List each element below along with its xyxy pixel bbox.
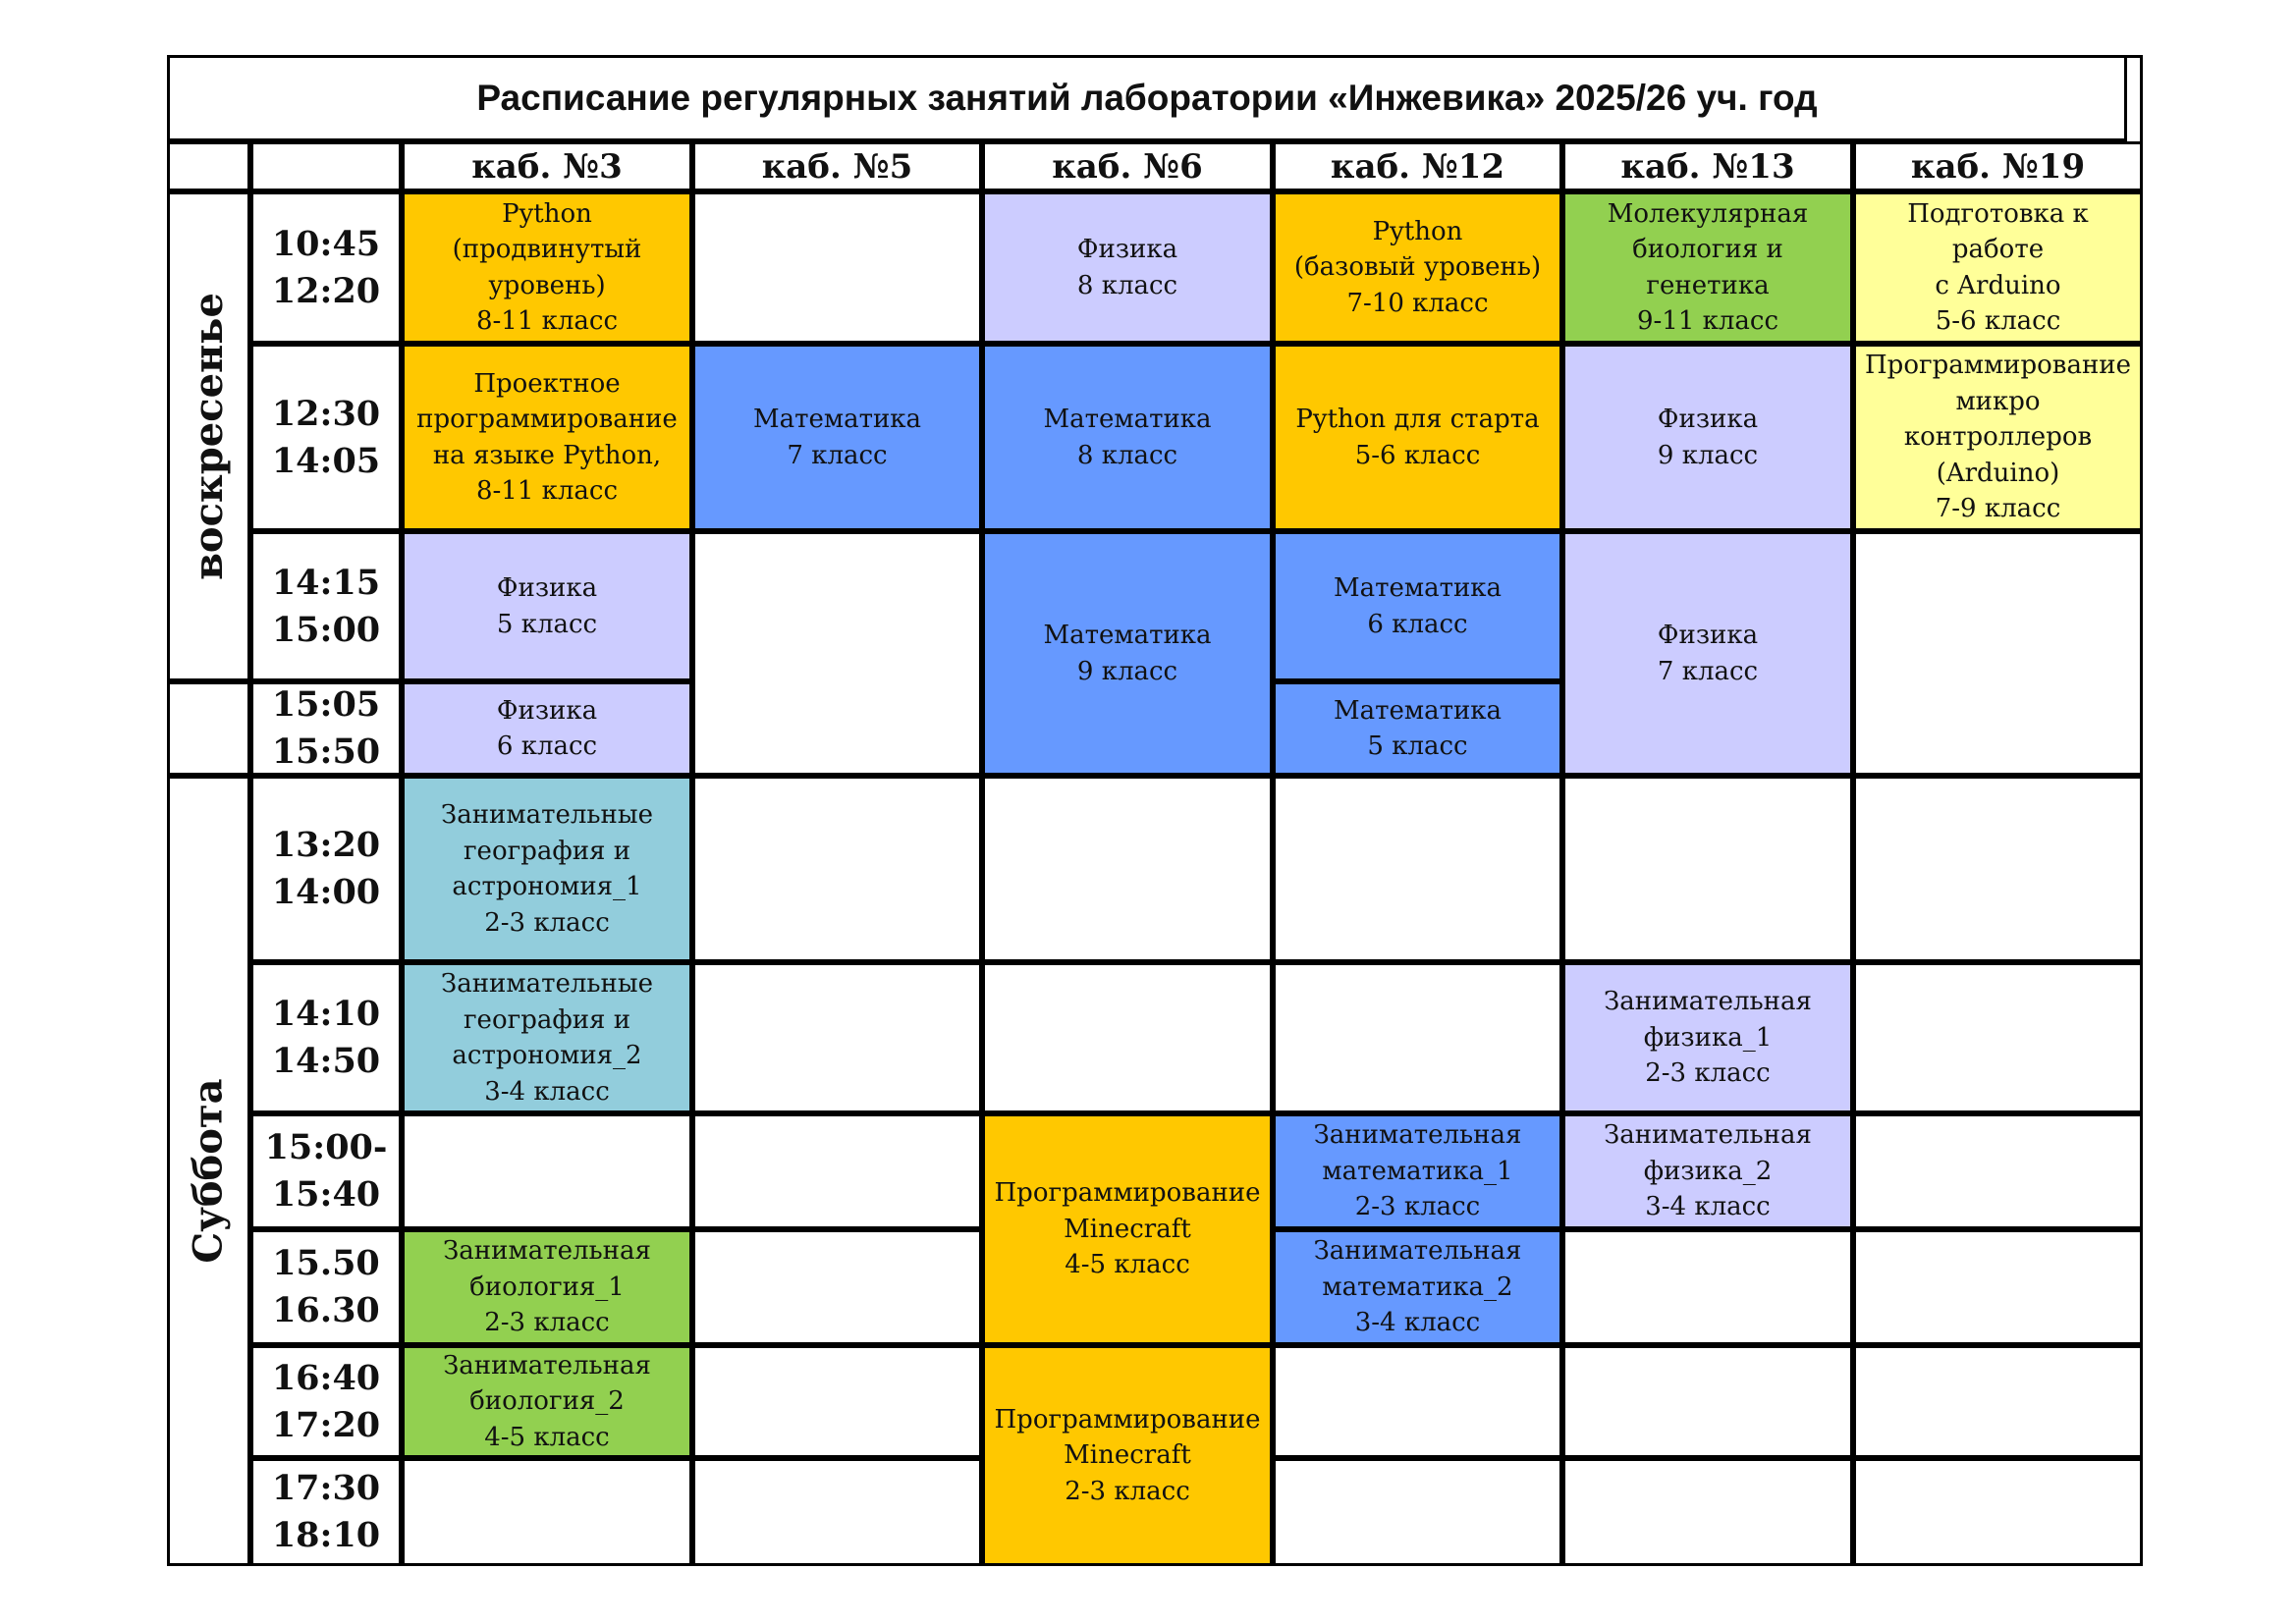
time-slot bbox=[250, 344, 402, 531]
time-start: 14:15 bbox=[271, 562, 381, 603]
schedule-title: Расписание регулярных занятий лаборатории «Инжевика» 2025/26 уч. год bbox=[167, 55, 2127, 141]
class-cell: Программирование микро контроллеров (Arduino) 7-9 класс bbox=[1853, 344, 2143, 531]
time-slot bbox=[250, 1458, 402, 1566]
class-cell: Математика 6 класс bbox=[1273, 531, 1562, 681]
empty-cell bbox=[1273, 1345, 1562, 1458]
time-start: 16:40 bbox=[271, 1357, 381, 1398]
empty-cell bbox=[1853, 531, 2143, 776]
time-slot bbox=[250, 1113, 402, 1229]
class-cell: Занимательная математика_1 2-3 класс bbox=[1273, 1113, 1562, 1229]
class-cell: Занимательная математика_2 3-4 класс bbox=[1273, 1229, 1562, 1345]
empty-cell bbox=[1273, 1458, 1562, 1566]
time-start: 10:45 bbox=[271, 223, 381, 264]
empty-cell bbox=[1853, 1458, 2143, 1566]
empty-cell bbox=[692, 776, 982, 962]
empty-cell bbox=[1853, 1229, 2143, 1345]
room-header-4: каб. №12 bbox=[1273, 141, 1562, 191]
time-slot bbox=[250, 681, 402, 776]
class-cell: Занимательная физика_2 3-4 класс bbox=[1562, 1113, 1853, 1229]
empty-cell bbox=[1853, 962, 2143, 1113]
time-slot bbox=[250, 191, 402, 344]
class-cell: Физика 6 класс bbox=[402, 681, 692, 776]
time-slot bbox=[250, 962, 402, 1113]
time-start: 14:10 bbox=[271, 994, 381, 1034]
class-cell: Программирование Minecraft 4-5 класс bbox=[982, 1113, 1273, 1345]
time-end: 15:50 bbox=[271, 731, 381, 772]
class-cell: Занимательная физика_1 2-3 класс bbox=[1562, 962, 1853, 1113]
time-end: 15:00 bbox=[271, 609, 381, 650]
empty-cell bbox=[692, 531, 982, 776]
empty-cell bbox=[982, 962, 1273, 1113]
time-slot bbox=[250, 776, 402, 962]
class-cell: Физика 9 класс bbox=[1562, 344, 1853, 531]
empty-cell bbox=[1273, 776, 1562, 962]
class-cell: Физика 7 класс bbox=[1562, 531, 1853, 776]
time-start: 15:05 bbox=[271, 684, 381, 725]
class-cell: Занимательная биология_1 2-3 класс bbox=[402, 1229, 692, 1345]
empty-cell bbox=[1562, 1345, 1853, 1458]
empty-cell bbox=[1853, 1113, 2143, 1229]
empty-cell bbox=[1562, 1229, 1853, 1345]
time-start: 15.50 bbox=[272, 1243, 380, 1283]
empty-cell bbox=[402, 1113, 692, 1229]
empty-cell bbox=[1562, 776, 1853, 962]
class-cell: Занимательные география и астрономия_2 3-4 класс bbox=[402, 962, 692, 1113]
time-end: 16.30 bbox=[272, 1290, 380, 1330]
class-cell: Математика 7 класс bbox=[692, 344, 982, 531]
class-cell: Python (базовый уровень) 7-10 класс bbox=[1273, 191, 1562, 344]
time-end: 12:20 bbox=[271, 270, 381, 311]
time-slot bbox=[250, 531, 402, 681]
room-header-3: каб. №6 bbox=[982, 141, 1273, 191]
empty-cell bbox=[692, 962, 982, 1113]
empty-cell bbox=[692, 1113, 982, 1229]
empty-cell bbox=[1273, 962, 1562, 1113]
time-end: 14:00 bbox=[271, 872, 381, 912]
class-cell: Физика 5 класс bbox=[402, 531, 692, 681]
time-end: 15:40 bbox=[271, 1174, 381, 1215]
header-day-cell bbox=[167, 141, 250, 191]
day-cell-empty bbox=[167, 681, 250, 776]
day-cell-1 bbox=[167, 191, 250, 681]
time-end: 17:20 bbox=[271, 1404, 381, 1445]
class-cell: Занимательные география и астрономия_1 2-3 класс bbox=[402, 776, 692, 962]
empty-cell bbox=[692, 1229, 982, 1345]
class-cell: Математика 9 класс bbox=[982, 531, 1273, 776]
time-slot bbox=[250, 1345, 402, 1458]
empty-cell bbox=[1562, 1458, 1853, 1566]
time-start: 12:30 bbox=[271, 393, 381, 434]
time-slot bbox=[250, 1229, 402, 1345]
class-cell: Молекулярная биология и генетика 9-11 класс bbox=[1562, 191, 1853, 344]
day-label: воскресенье bbox=[186, 293, 232, 580]
day-label: Суббота bbox=[186, 1078, 232, 1264]
empty-cell bbox=[982, 776, 1273, 962]
empty-cell bbox=[1853, 1345, 2143, 1458]
room-header-6: каб. №19 bbox=[1853, 141, 2143, 191]
empty-cell bbox=[692, 1345, 982, 1458]
room-header-1: каб. №3 bbox=[402, 141, 692, 191]
time-start: 13:20 bbox=[271, 825, 381, 865]
class-cell: Занимательная биология_2 4-5 класс bbox=[402, 1345, 692, 1458]
day-cell-2 bbox=[167, 776, 250, 1566]
class-cell: Программирование Minecraft 2-3 класс bbox=[982, 1345, 1273, 1566]
class-cell: Проектное программирование на языке Python, 8-11 класс bbox=[402, 344, 692, 531]
empty-cell bbox=[692, 191, 982, 344]
class-cell: Физика 8 класс bbox=[982, 191, 1273, 344]
empty-cell bbox=[1853, 776, 2143, 962]
empty-cell bbox=[402, 1458, 692, 1566]
time-start: 15:00- bbox=[264, 1127, 388, 1167]
empty-cell bbox=[692, 1458, 982, 1566]
class-cell: Подготовка к работе с Arduino 5-6 класс bbox=[1853, 191, 2143, 344]
header-time-cell bbox=[250, 141, 402, 191]
time-end: 18:10 bbox=[271, 1515, 381, 1555]
class-cell: Математика 8 класс bbox=[982, 344, 1273, 531]
room-header-2: каб. №5 bbox=[692, 141, 982, 191]
room-header-5: каб. №13 bbox=[1562, 141, 1853, 191]
class-cell: Python (продвинутый уровень) 8-11 класс bbox=[402, 191, 692, 344]
class-cell: Математика 5 класс bbox=[1273, 681, 1562, 776]
time-start: 17:30 bbox=[271, 1468, 381, 1508]
time-end: 14:05 bbox=[271, 440, 381, 481]
class-cell: Python для старта 5-6 класс bbox=[1273, 344, 1562, 531]
time-end: 14:50 bbox=[271, 1041, 381, 1081]
